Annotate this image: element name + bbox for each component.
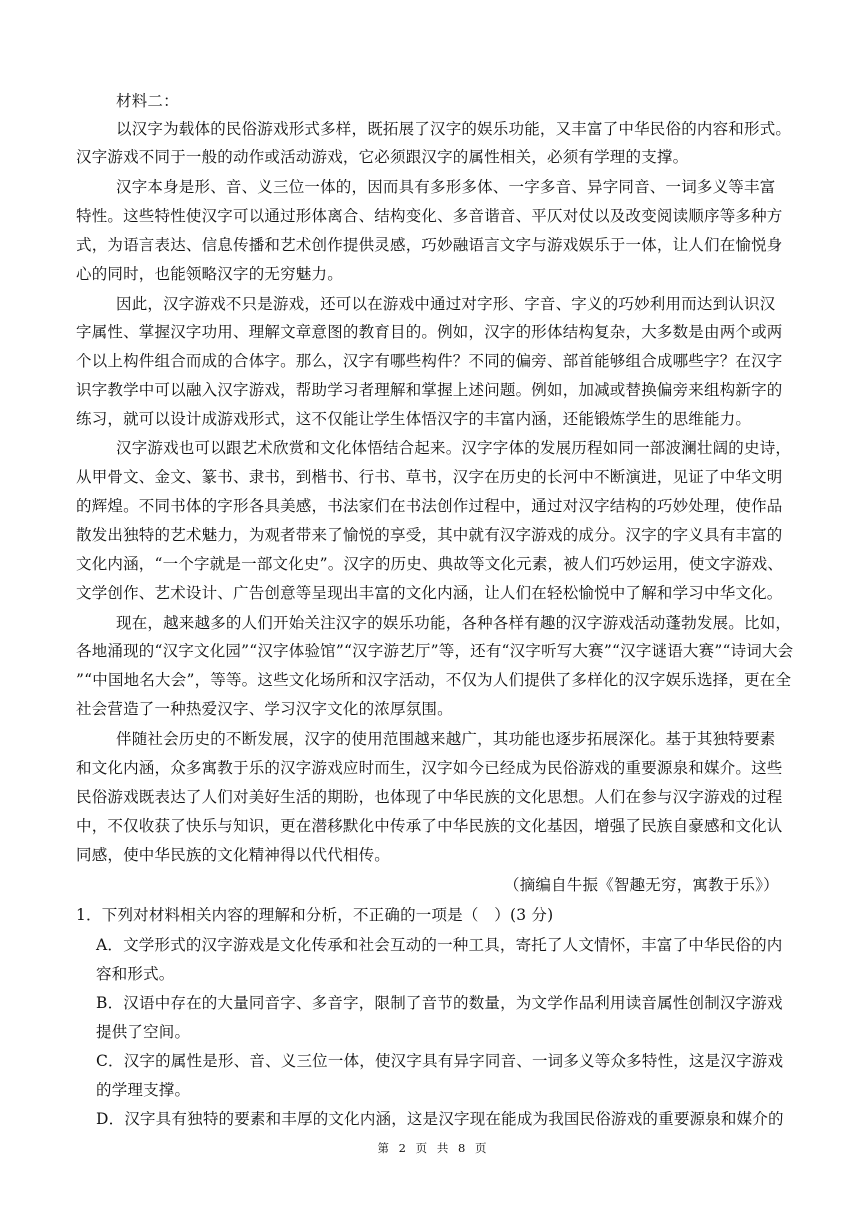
- option-b: [96, 993, 783, 1013]
- paragraph-line: 因此，汉字游戏不只是游戏，还可以在游戏中通过对字形、字音、字义的巧妙利用而达到认识汉: [116, 295, 776, 313]
- paragraph-line: 同感，使中华民族的文化精神得以代代相传。: [76, 846, 391, 864]
- paragraph-line: 识字教学中可以融入汉字游戏，帮助学习者理解和掌握上述问题。例如，加减或替换偏旁来组构新字的: [76, 381, 783, 399]
- option-text: 汉字的属性是形、音、义三位一体，使汉字具有异字同音、一词多义等众多特性，这是汉字游戏: [123, 1052, 784, 1070]
- paragraph-line: 文化内涵，“一个字就是一部文化史”。汉字的历史、典故等文化元素，被人们巧妙运用，使文字游戏、: [76, 555, 784, 573]
- section-heading: 材料二：: [116, 92, 179, 110]
- paragraph-line: 心的同时，也能领略汉字的无穷魅力。: [76, 265, 343, 283]
- paragraph-line: 个以上构件组合而成的合体字。那么，汉字有哪些构件？不同的偏旁、部首能够组合成哪些字？在汉字: [76, 352, 783, 370]
- page-number: 第 2 页 共 8 页: [377, 1141, 490, 1155]
- option-text: 文学形式的汉字游戏是文化传承和社会互动的一种工具，寄托了人文情怀，丰富了中华民俗的内: [123, 936, 783, 954]
- option-a: [96, 935, 783, 955]
- paragraph-line: 式，为语言表达、信息传播和艺术创作提供灵感，巧妙融语言文字与游戏娱乐于一体，让人们在愉悦身: [76, 236, 783, 254]
- option-d: [96, 1109, 784, 1129]
- paragraph-line: 汉字游戏也可以跟艺术欣赏和文化体悟结合起来。汉字字体的发展历程如同一部波澜壮阔的史诗，: [116, 439, 792, 457]
- question-stem: 1．下列对材料相关内容的理解和分析，不正确的一项是（ ）(3 分): [76, 906, 554, 924]
- paragraph-line: ”“中国地名大会”，等等。这些文化场所和汉字活动，不仅为人们提供了多样化的汉字娱乐选择，更在全: [76, 671, 792, 689]
- paragraph-line: 汉字本身是形、音、义三位一体的，因而具有多形多体、一字多音、异字同音、一词多义等丰富: [116, 178, 776, 196]
- option-label: C．: [96, 1052, 124, 1070]
- option-text: 汉语中存在的大量同音字、多音字，限制了音节的数量，为文学作品利用读音属性创制汉字游戏: [123, 994, 783, 1012]
- paragraph-line: 汉字游戏不同于一般的动作或活动游戏，它必须跟汉字的属性相关，必须有学理的支撑。: [76, 148, 689, 166]
- paragraph-line: 从甲骨文、金文、篆书、隶书，到楷书、行书、草书，汉字在历史的长河中不断演进，见证了中华文明: [76, 468, 783, 486]
- option-a-continuation: 容和形式。: [96, 965, 175, 983]
- paragraph-line: 练习，就可以设计成游戏形式，这不仅能让学生体悟汉字的丰富内涵，还能锻炼学生的思维能力。: [76, 410, 752, 428]
- source-citation: （摘编自牛振《智趣无穷，寓教于乐》）: [504, 876, 779, 894]
- paragraph-line: 的辉煌。不同书体的字形各具美感，书法家们在书法创作过程中，通过对汉字结构的巧妙处理，使作品: [76, 497, 783, 515]
- option-c-continuation: 的学理支撑。: [96, 1081, 191, 1099]
- paragraph-line: 以汉字为载体的民俗游戏形式多样，既拓展了汉字的娱乐功能，又丰富了中华民俗的内容和形式。: [116, 120, 792, 138]
- option-label: B．: [96, 994, 124, 1012]
- option-label: D．: [96, 1110, 125, 1128]
- option-label: A．: [96, 936, 124, 954]
- paragraph-line: 字属性、掌握汉字功用、理解文章意图的教育目的。例如，汉字的形体结构复杂，大多数是由两个或两: [76, 323, 783, 341]
- option-c: [96, 1051, 783, 1071]
- paragraph-line: 民俗游戏既表达了人们对美好生活的期盼，也体现了中华民族的文化思想。人们在参与汉字游戏的过程: [76, 788, 783, 806]
- paragraph-line: 特性。这些特性使汉字可以通过形体离合、结构变化、多音谐音、平仄对仗以及改变阅读顺序等多种方: [76, 207, 783, 225]
- paragraph-line: 现在，越来越多的人们开始关注汉字的娱乐功能，各种各样有趣的汉字游戏活动蓬勃发展。比如，: [116, 614, 792, 632]
- option-text: 汉字具有独特的要素和丰厚的文化内涵，这是汉字现在能成为我国民俗游戏的重要源泉和媒介的: [124, 1110, 784, 1128]
- paragraph-line: 社会营造了一种热爱汉字、学习汉字文化的浓厚氛围。: [76, 700, 453, 718]
- paragraph-line: 伴随社会历史的不断发展，汉字的使用范围越来越广，其功能也逐步拓展深化。基于其独特要素: [116, 730, 776, 748]
- paragraph-line: 散发出独特的艺术魅力，为观者带来了愉悦的享受，其中就有汉字游戏的成分。汉字的字义具有丰富的: [76, 526, 783, 544]
- paragraph-line: 各地涌现的“汉字文化园”“汉字体验馆”“汉字游艺厅”等，还有“汉字听写大赛”“汉字谜语大赛”“诗词大会: [76, 642, 794, 660]
- paragraph-line: 文学创作、艺术设计、广告创意等呈现出丰富的文化内涵，让人们在轻松愉悦中了解和学习中华文化。: [76, 584, 783, 602]
- paragraph-line: 中，不仅收获了快乐与知识，更在潜移默化中传承了中华民族的文化基因，增强了民族自豪感和文化认: [76, 817, 783, 835]
- option-b-continuation: 提供了空间。: [96, 1023, 191, 1041]
- paragraph-line: 和文化内涵，众多寓教于乐的汉字游戏应时而生，汉字如今已经成为民俗游戏的重要源泉和媒介。这些: [76, 759, 783, 777]
